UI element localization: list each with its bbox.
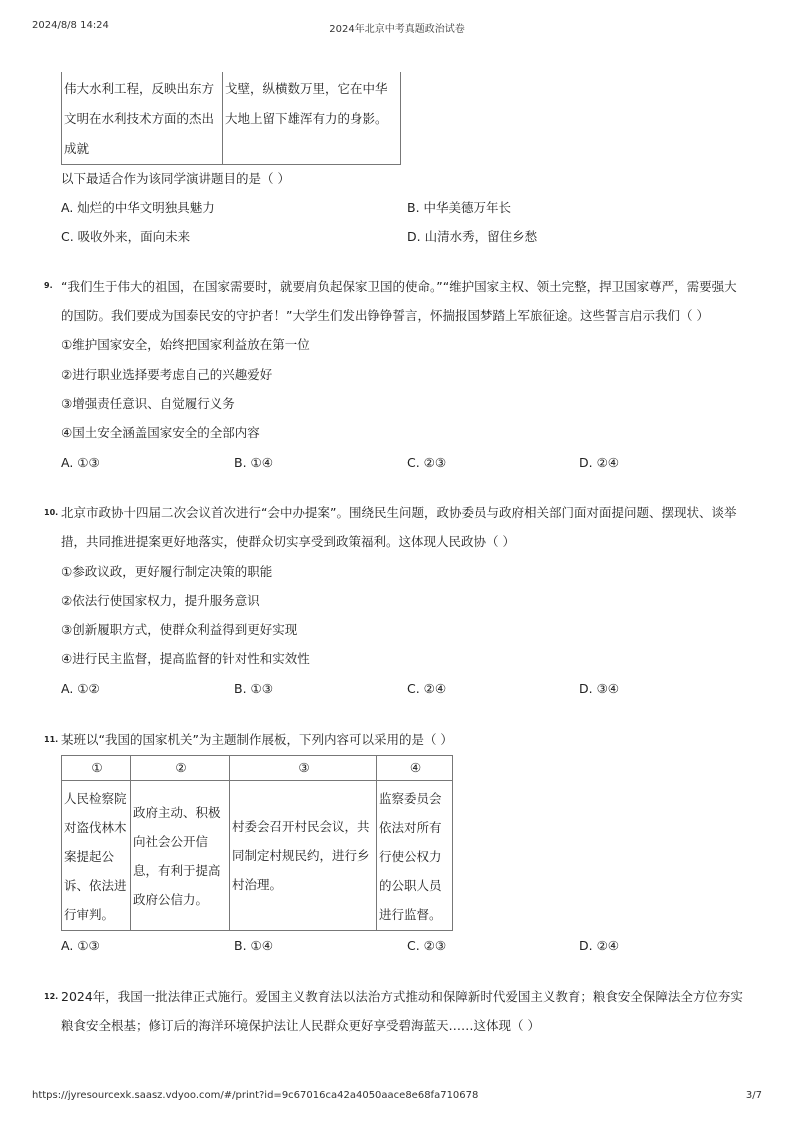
q9-item-3: ③增强责任意识、自觉履行义务 (61, 396, 235, 411)
q12-stem-line-2: 粮食安全根基；修订后的海洋环境保护法让人民群众更好享受碧海蓝天……这体现（ ） (61, 1018, 540, 1033)
q9-option-c[interactable]: C. ②③ (407, 455, 447, 470)
q10-stem-line-2: 措，共同推进提案更好地落实，使群众切实享受到政策福利。这体现人民政协（ ） (61, 534, 515, 549)
q9-number: 9. (44, 281, 53, 290)
q9-item-1: ①维护国家安全，始终把国家利益放在第一位 (61, 337, 310, 352)
q11-option-c[interactable]: C. ②③ (407, 938, 447, 953)
q10-number: 10. (44, 508, 59, 517)
q11-cell-2: 政府主动、积极 向社会公开信 息，有利于提高 政府公信力。 (131, 781, 230, 931)
q8-prompt: 以下最适合作为该同学演讲题目的是（ ） (61, 171, 290, 186)
q9-option-d[interactable]: D. ②④ (579, 455, 619, 470)
q11-option-b[interactable]: B. ①④ (234, 938, 273, 953)
q11-header-1: ① (62, 756, 131, 781)
q11-cell-3: 村委会召开村民会议，共 同制定村规民约，进行乡 村治理。 (230, 781, 377, 931)
page-title: 2024年北京中考真题政治试卷 (329, 24, 465, 35)
q11-number: 11. (44, 735, 59, 744)
page-number: 3/7 (745, 1090, 762, 1101)
q11-option-d[interactable]: D. ②④ (579, 938, 619, 953)
q8-option-b[interactable]: B. 中华美德万年长 (407, 200, 512, 215)
q10-option-a[interactable]: A. ①② (61, 681, 100, 696)
q10-option-c[interactable]: C. ②④ (407, 681, 447, 696)
q10-option-d[interactable]: D. ③④ (579, 681, 619, 696)
q10-option-b[interactable]: B. ①③ (234, 681, 273, 696)
top-table-right-cell: 戈壁，纵横数万里，它在中华 大地上留下雄浑有力的身影。 (223, 72, 401, 165)
q8-option-a[interactable]: A. 灿烂的中华文明独具魅力 (61, 200, 215, 215)
q11-option-a[interactable]: A. ①③ (61, 938, 100, 953)
q9-item-2: ②进行职业选择要考虑自己的兴趣爱好 (61, 367, 273, 382)
q10-item-4: ④进行民主监督，提高监督的针对性和实效性 (61, 651, 310, 666)
q8-option-c[interactable]: C. 吸收外来，面向未来 (61, 229, 191, 244)
q12-stem-line-1: 2024年，我国一批法律正式施行。爱国主义教育法以法治方式推动和保障新时代爱国主义教育；粮食安全保障法全方位夯实 (61, 989, 743, 1004)
top-table (61, 72, 401, 165)
q9-option-a[interactable]: A. ①③ (61, 455, 100, 470)
q12-number: 12. (44, 992, 59, 1001)
q10-stem-line-1: 北京市政协十四届二次会议首次进行“会中办提案”。围绕民生问题，政协委员与政府相关部门面对面提问题、摆现状、谈举 (61, 505, 737, 520)
q9-item-4: ④国土安全涵盖国家安全的全部内容 (61, 425, 260, 440)
print-datetime: 2024/8/8 14:24 (32, 20, 109, 31)
q11-header-2: ② (131, 756, 230, 781)
q11-table (61, 755, 453, 931)
q10-item-2: ②依法行使国家权力，提升服务意识 (61, 593, 260, 608)
top-table-left-cell: 伟大水利工程，反映出东方 文明在水利技术方面的杰出 成就 (62, 72, 223, 165)
q11-cell-1: 人民检察院 对盗伐林木 案提起公 诉、依法进 行审判。 (62, 781, 131, 931)
q9-stem-line-2: 的国防。我们要成为国泰民安的守护者！”大学生们发出铮铮誓言，怀揣报国梦踏上军旅征途。这些誓言启示我们（ ） (61, 308, 709, 323)
q11-cell-4: 监察委员会 依法对所有 行使公权力 的公职人员 进行监督。 (377, 781, 453, 931)
q8-option-d[interactable]: D. 山清水秀，留住乡愁 (407, 229, 538, 244)
q11-stem: 某班以“我国的国家机关”为主题制作展板，下列内容可以采用的是（ ） (61, 732, 453, 747)
q11-table-header-row (62, 756, 453, 781)
q11-header-3: ③ (230, 756, 377, 781)
q9-option-b[interactable]: B. ①④ (234, 455, 273, 470)
q11-table-body-row (62, 781, 453, 931)
q10-item-3: ③创新履职方式，使群众利益得到更好实现 (61, 622, 298, 637)
q9-stem-line-1: “我们生于伟大的祖国，在国家需要时，就要肩负起保家卫国的使命。”“维护国家主权、领土完整，捍卫国家尊严，需要强大 (61, 279, 737, 294)
footer-url[interactable]: https://jyresourcexk.saasz.vdyoo.com/#/print?id=9c67016ca42a4050aace8e68fa710678 (32, 1090, 479, 1101)
q10-item-1: ①参政议政，更好履行制定决策的职能 (61, 564, 273, 579)
q11-header-4: ④ (377, 756, 453, 781)
